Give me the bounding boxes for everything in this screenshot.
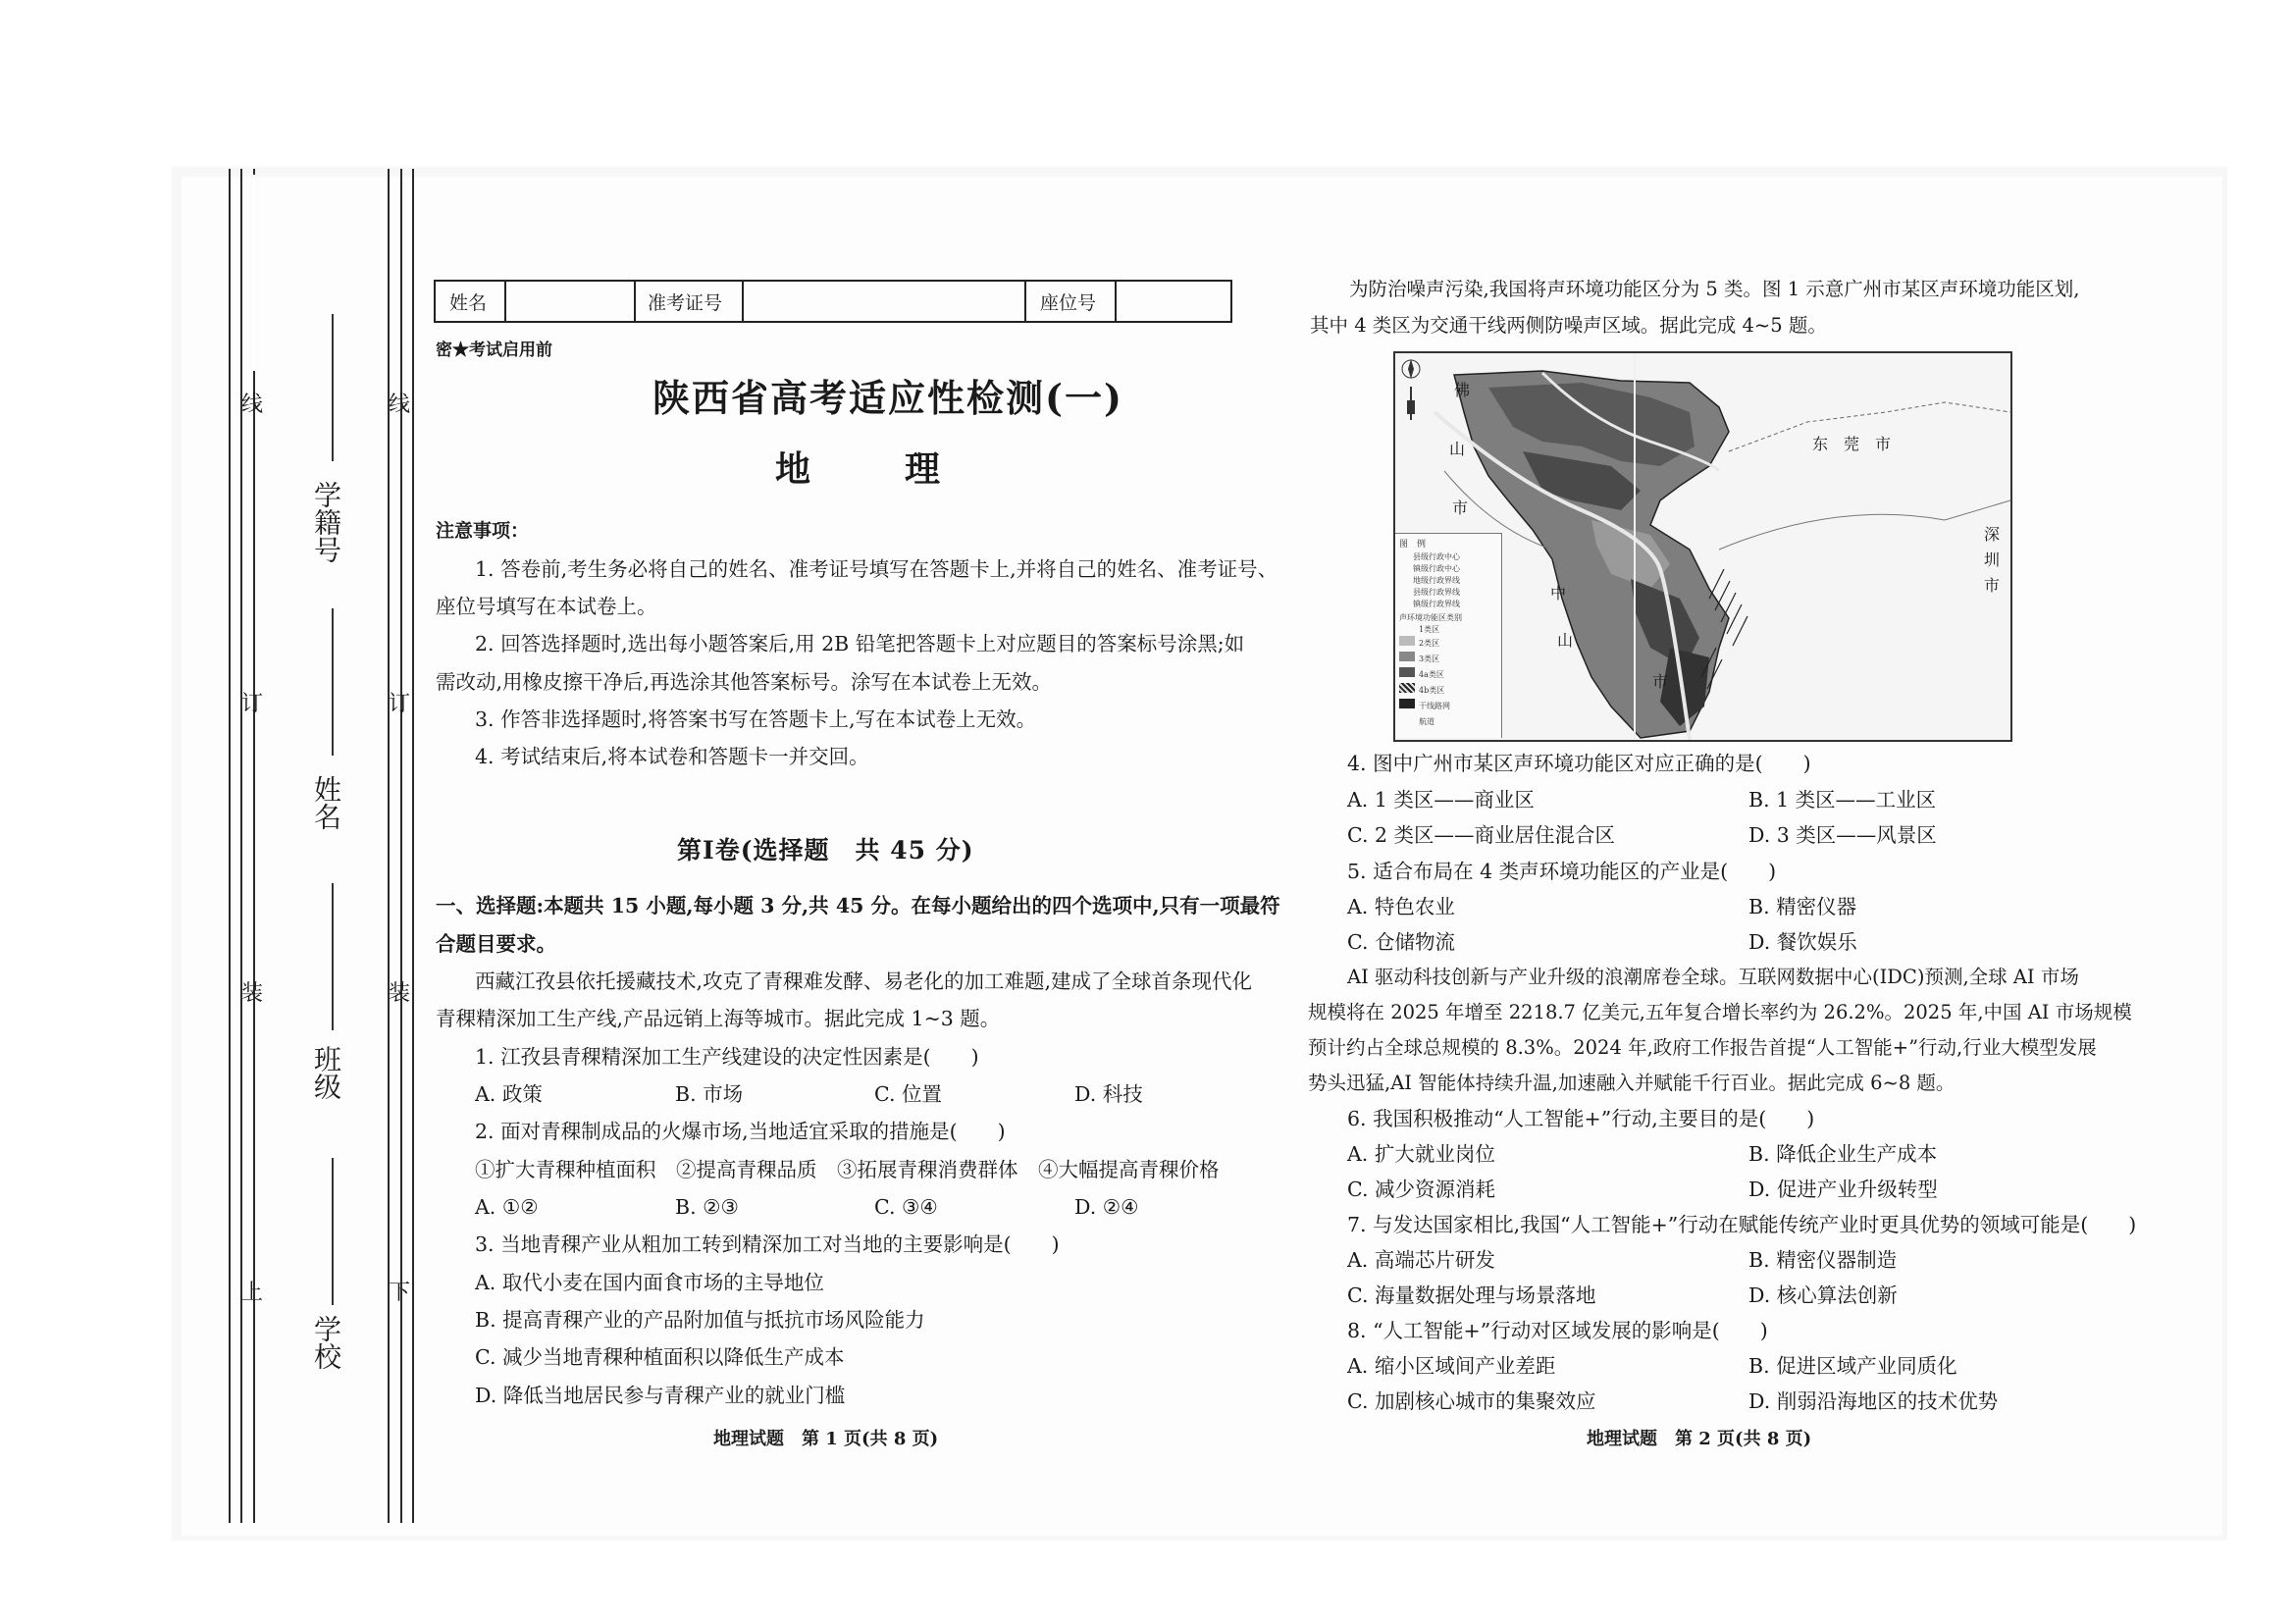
option-c: C. 减少资源消耗 <box>1347 1178 1495 1201</box>
question-stem: 1. 江孜县青稞精深加工生产线建设的决定性因素是( ) <box>475 1045 979 1069</box>
option-b: B. 市场 <box>675 1082 744 1106</box>
option-b: B. 促进区域产业同质化 <box>1748 1354 1957 1378</box>
notice-item: 需改动,用橡皮擦干净后,再选涂其他答案标号。涂写在本试卷上无效。 <box>436 670 1053 694</box>
binding-mark: 订 <box>241 692 264 716</box>
option-d: D. ②④ <box>1074 1195 1139 1219</box>
legend-subtitle: 声环境功能区类别 <box>1399 613 1462 622</box>
map-label-zhongshan-2: 山 <box>1557 631 1574 650</box>
option-d: D. 3 类区——风景区 <box>1748 823 1937 847</box>
binding-line <box>253 169 255 1523</box>
question-stem: 2. 面对青稞制成品的火爆市场,当地适宜采取的措施是( ) <box>475 1120 1006 1143</box>
question-stem: 4. 图中广州市某区声环境功能区对应正确的是( ) <box>1347 752 1811 775</box>
option-b: B. 降低企业生产成本 <box>1748 1142 1938 1166</box>
binding-line <box>240 169 242 1523</box>
legend-swatch <box>1399 683 1415 693</box>
option-a: A. 取代小麦在国内面食市场的主导地位 <box>475 1271 824 1294</box>
seat-field[interactable] <box>1117 282 1230 321</box>
exam-title: 陕西省高考适应性检测(一) <box>652 376 1123 420</box>
seat-label: 座位号 <box>1040 291 1097 314</box>
option-d: D. 降低当地居民参与青稞产业的就业门槛 <box>475 1384 846 1407</box>
part-instruction: 合题目要求。 <box>436 932 556 956</box>
option-a: A. 政策 <box>475 1082 543 1106</box>
option-a: A. 特色农业 <box>1347 895 1455 918</box>
binding-mark: 下 <box>389 1281 411 1305</box>
option-d: D. 核心算法创新 <box>1748 1283 1898 1307</box>
part-instruction: 一、选择题:本题共 15 小题,每小题 3 分,共 45 分。在每小题给出的四个选项中,只有一项最符 <box>436 894 1280 917</box>
exam-id-label: 准考证号 <box>648 291 723 314</box>
question-stem: 6. 我国积极推动“人工智能+”行动,主要目的是( ) <box>1347 1107 1815 1130</box>
option-a: A. ①② <box>475 1195 539 1219</box>
question-stem: 5. 适合布局在 4 类声环境功能区的产业是( ) <box>1347 860 1777 883</box>
legend-item: 镇级行政界线 <box>1413 600 1460 608</box>
legend-title: 图 例 <box>1399 540 1427 550</box>
map-label-dongguan: 东 莞 市 <box>1812 435 1892 453</box>
notice-heading: 注意事项： <box>436 520 530 542</box>
school-label: 学校 <box>310 1315 342 1370</box>
page-footer: 地理试题 第 1 页(共 8 页) <box>713 1429 939 1449</box>
option-c: C. 仓储物流 <box>1347 930 1455 954</box>
binding-mark: 线 <box>389 393 411 417</box>
option-c: C. 2 类区——商业居住混合区 <box>1347 823 1616 847</box>
passage-text: 规模将在 2025 年增至 2218.7 亿美元,五年复合增长率约为 26.2%。2025 年,中国 AI 市场规模 <box>1308 1001 2132 1023</box>
question-stem: 8. “人工智能+”行动对区域发展的影响是( ) <box>1347 1319 1768 1342</box>
notice-item: 2. 回答选择题时,选出每小题答案后,用 2B 铅笔把答题卡上对应题目的答案标号涂黑;如 <box>475 632 1245 655</box>
legend-item: 县级行政中心 <box>1413 552 1460 561</box>
legend-item: 地级行政界线 <box>1413 576 1460 585</box>
option-d: D. 餐饮娱乐 <box>1748 930 1857 954</box>
option-d: D. 科技 <box>1074 1082 1143 1106</box>
map-label-foshan-2: 山 <box>1449 440 1466 458</box>
option-c: C. 位置 <box>874 1082 942 1106</box>
option-b: B. ②③ <box>675 1195 739 1219</box>
option-a: A. 缩小区域间产业差距 <box>1347 1354 1556 1378</box>
exam-id-label-cell <box>636 282 744 321</box>
map-legend <box>1395 533 1502 738</box>
option-a: A. 扩大就业岗位 <box>1347 1142 1495 1166</box>
page-footer: 地理试题 第 2 页(共 8 页) <box>1587 1429 1812 1449</box>
legend-class: 2类区 <box>1419 639 1440 648</box>
section-title: 第Ⅰ卷(选择题 共 45 分) <box>677 836 974 864</box>
binding-mark: 装 <box>241 981 264 1006</box>
option-c: C. 加剧核心城市的集聚效应 <box>1347 1389 1596 1413</box>
name-field[interactable] <box>506 282 636 321</box>
binding-mark: 订 <box>389 692 411 716</box>
map-label-foshan-1: 佛 <box>1454 381 1471 399</box>
binding-mark: 上 <box>241 1281 264 1305</box>
binding-line <box>229 169 231 1523</box>
question-stem: 7. 与发达国家相比,我国“人工智能+”行动在赋能传统产业时更具优势的领域可能是( ) <box>1347 1213 2137 1236</box>
legend-swatch <box>1399 636 1415 646</box>
option-a: A. 高端芯片研发 <box>1347 1248 1495 1272</box>
map-label-foshan-3: 市 <box>1452 498 1469 517</box>
map-label-zhongshan-1: 中 <box>1550 584 1567 602</box>
option-b: B. 精密仪器制造 <box>1748 1248 1898 1272</box>
map-label-zhongshan-3: 市 <box>1652 672 1669 691</box>
exam-id-field[interactable] <box>744 282 1026 321</box>
legend-class: 4b类区 <box>1419 686 1445 695</box>
option-c: C. ③④ <box>874 1195 938 1219</box>
student-name-label: 姓名 <box>310 775 342 830</box>
candidate-info-table <box>434 280 1232 323</box>
option-d: D. 削弱沿海地区的技术优势 <box>1748 1389 1999 1413</box>
seat-label-cell <box>1026 282 1117 321</box>
legend-class: 1类区 <box>1419 625 1440 634</box>
option-b: B. 精密仪器 <box>1748 895 1857 918</box>
map-label-shenzhen-1: 深 <box>1984 525 2001 544</box>
question-stem: 3. 当地青稞产业从粗加工转到精深加工对当地的主要影响是( ) <box>475 1232 1060 1256</box>
option-b: B. 提高青稞产业的产品附加值与抵抗市场风险能力 <box>475 1308 925 1332</box>
legend-class: 4a类区 <box>1419 670 1444 679</box>
passage-text: 势头迅猛,AI 智能体持续升温,加速融入并赋能千行百业。据此完成 6~8 题。 <box>1308 1072 1956 1094</box>
legend-swatch <box>1399 652 1415 661</box>
map-label-shenzhen-2: 圳 <box>1984 550 2001 569</box>
passage-text: 西藏江孜县依托援藏技术,攻克了青稞难发酵、易老化的加工难题,建成了全球首条现代化 <box>475 969 1253 993</box>
legend-class: 干线路网 <box>1419 702 1450 710</box>
subject-title: 地 理 <box>775 448 970 490</box>
option-c: C. 减少当地青稞种植面积以降低生产成本 <box>475 1345 845 1369</box>
notice-item: 4. 考试结束后,将本试卷和答题卡一并交回。 <box>475 745 869 768</box>
option-a: A. 1 类区——商业区 <box>1347 788 1535 812</box>
legend-swatch <box>1399 699 1415 708</box>
map-label-shenzhen-3: 市 <box>1984 576 2001 595</box>
legend-item: 县级行政界线 <box>1413 588 1460 597</box>
student-id-label: 学籍号 <box>310 481 342 563</box>
passage-text: 其中 4 类区为交通干线两侧防噪声区域。据此完成 4~5 题。 <box>1310 314 1827 337</box>
class-label: 班级 <box>310 1045 342 1100</box>
option-c: C. 海量数据处理与场景落地 <box>1347 1283 1596 1307</box>
binding-mark: 装 <box>389 981 411 1006</box>
legend-item: 镇级行政中心 <box>1413 564 1460 573</box>
legend-class: 3类区 <box>1419 655 1440 663</box>
passage-text: 为防治噪声污染,我国将声环境功能区分为 5 类。图 1 示意广州市某区声环境功能区划, <box>1349 278 2080 300</box>
notice-item: 3. 作答非选择题时,将答案书写在答题卡上,写在本试卷上无效。 <box>475 707 1037 731</box>
binding-line <box>412 169 414 1523</box>
legend-swatch <box>1399 667 1415 677</box>
legend-class: 航道 <box>1419 717 1434 726</box>
binding-line <box>400 169 402 1523</box>
option-b: B. 1 类区——工业区 <box>1748 788 1937 812</box>
notice-item: 座位号填写在本试卷上。 <box>436 595 657 618</box>
name-label: 姓名 <box>449 291 488 314</box>
passage-text: 预计约占全球总规模的 8.3%。2024 年,政府工作报告首提“人工智能+”行动,行业大模型发展 <box>1308 1036 2097 1059</box>
binding-line <box>388 169 390 1523</box>
option-d: D. 促进产业升级转型 <box>1748 1178 1938 1201</box>
passage-text: AI 驱动科技创新与产业升级的浪潮席卷全球。互联网数据中心(IDC)预测,全球 AI 市场 <box>1347 966 2079 988</box>
passage-text: 青稞精深加工生产线,产品远销上海等城市。据此完成 1~3 题。 <box>436 1007 1001 1030</box>
confidential-line: 密★考试启用前 <box>436 341 552 360</box>
name-label-cell <box>436 282 506 321</box>
noise-zone-map <box>1393 351 2012 742</box>
binding-mark: 线 <box>241 393 264 417</box>
statement-options: ①扩大青稞种植面积 ②提高青稞品质 ③拓展青稞消费群体 ④大幅提高青稞价格 <box>475 1158 1220 1181</box>
notice-item: 1. 答卷前,考生务必将自己的姓名、准考证号填写在答题卡上,并将自己的姓名、准考证号、 <box>475 557 1278 581</box>
